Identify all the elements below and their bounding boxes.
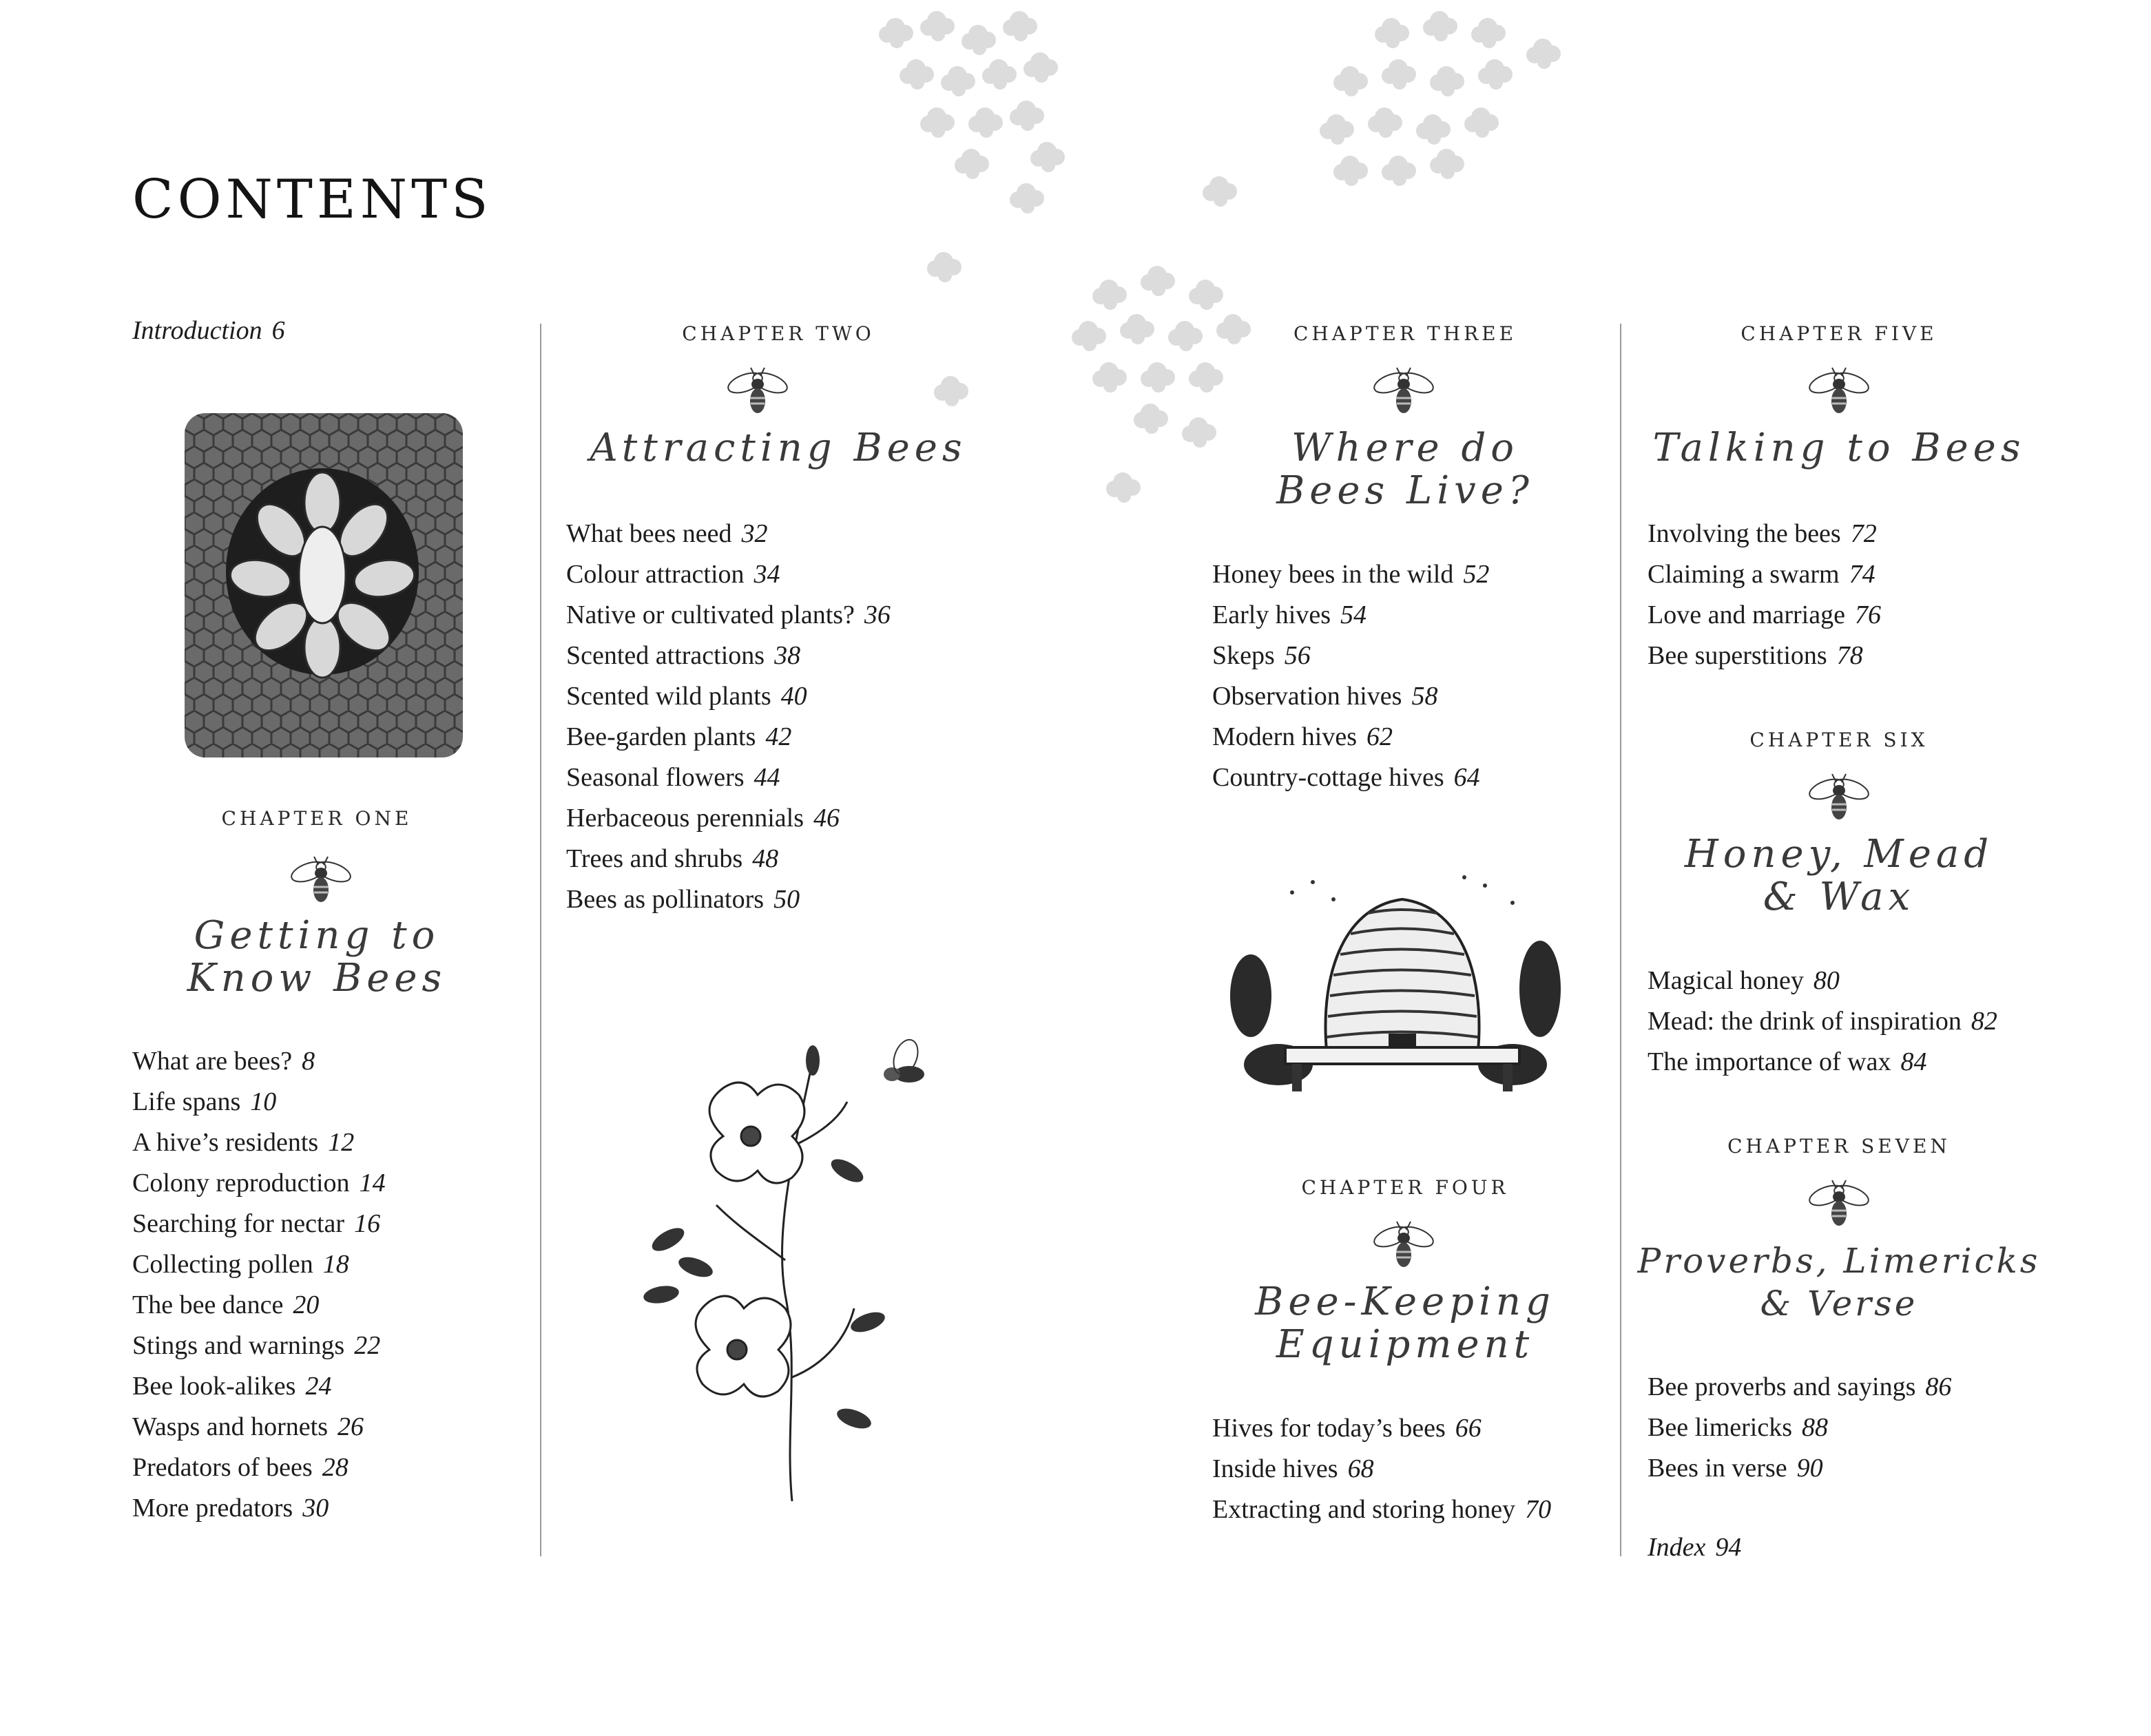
entry-label: Inside hives	[1212, 1454, 1338, 1483]
bee-icon	[725, 365, 791, 420]
toc-entry[interactable]	[132, 1447, 386, 1488]
entry-label: Life spans	[132, 1087, 241, 1116]
entry-label: Herbaceous perennials	[566, 804, 804, 833]
chapter-five-title	[1639, 427, 2039, 470]
toc-entry[interactable]	[566, 757, 891, 798]
entry-label: Seasonal flowers	[566, 763, 745, 792]
toc-entry[interactable]	[1648, 1042, 1997, 1083]
toc-entry[interactable]	[566, 676, 891, 717]
toc-entry[interactable]	[1648, 636, 1881, 676]
chapter-four-title-line1: Bee-Keeping	[1255, 1279, 1555, 1324]
entry-page: 62	[1367, 722, 1393, 751]
entry-label: Modern hives	[1212, 722, 1358, 751]
entry-page: 80	[1813, 966, 1840, 995]
entry-label: Skeps	[1212, 641, 1275, 670]
chapter-three-label: CHAPTER THREE	[1293, 322, 1517, 345]
entry-page: 32	[741, 519, 768, 548]
entry-page: 34	[754, 560, 780, 589]
chapter-six-entries	[1648, 961, 1997, 1083]
chapter-one-title-line1: Getting to	[194, 913, 440, 958]
toc-entry[interactable]	[566, 839, 891, 879]
entry-page: 26	[337, 1412, 364, 1441]
entry-label: Stings and warnings	[132, 1331, 345, 1360]
toc-entry[interactable]	[132, 1244, 386, 1285]
chapter-one-title	[138, 914, 496, 1000]
toc-entry[interactable]	[132, 1122, 386, 1163]
chapter-five-title-line1: Talking to Bees	[1652, 426, 2026, 470]
toc-entry[interactable]	[1648, 961, 1997, 1001]
entry-label: Country-cottage hives	[1212, 763, 1444, 792]
chapter-two-entries	[566, 514, 891, 920]
entry-page: 16	[354, 1209, 381, 1238]
entry-label: The importance of wax	[1648, 1047, 1891, 1076]
entry-page: 22	[354, 1331, 381, 1360]
toc-entry[interactable]	[566, 879, 891, 920]
entry-page: 56	[1284, 641, 1311, 670]
chapter-one-entries	[132, 1041, 386, 1529]
entry-page: 12	[328, 1128, 355, 1157]
chapter-three-title-line2: Bees Live?	[1276, 468, 1534, 513]
entry-label: What are bees?	[132, 1047, 293, 1076]
chapter-two-label: CHAPTER TWO	[682, 322, 875, 345]
toc-entry[interactable]	[1212, 1489, 1551, 1530]
entry-label: What bees need	[566, 519, 732, 548]
toc-entry[interactable]	[132, 1082, 386, 1122]
entry-page: 50	[773, 885, 800, 914]
toc-entry[interactable]	[1648, 554, 1881, 595]
toc-entry[interactable]	[566, 514, 891, 554]
toc-entry[interactable]	[1648, 1448, 1951, 1489]
chapter-four-title	[1198, 1281, 1612, 1366]
chapter-six-title	[1639, 833, 2039, 919]
index-label: Index	[1648, 1533, 1706, 1562]
entry-label: Bee look-alikes	[132, 1372, 296, 1401]
chapter-four-title-line2: Equipment	[1276, 1322, 1535, 1367]
toc-entry[interactable]	[1212, 676, 1489, 717]
chapter-six-title-line1: Honey, Mead	[1684, 832, 1994, 877]
entry-label: Collecting pollen	[132, 1250, 313, 1279]
toc-entry[interactable]	[1648, 595, 1881, 636]
entry-label: Trees and shrubs	[566, 844, 743, 873]
entry-label: Colony reproduction	[132, 1169, 350, 1198]
entry-label: Claiming a swarm	[1648, 560, 1840, 589]
blossom-cluster-top	[879, 11, 1065, 213]
entry-page: 78	[1836, 641, 1863, 670]
index-page: 94	[1715, 1533, 1742, 1562]
entry-page: 64	[1453, 763, 1480, 792]
entry-label: A hive’s residents	[132, 1128, 319, 1157]
entry-page: 18	[322, 1250, 349, 1279]
entry-label: Predators of bees	[132, 1453, 313, 1482]
toc-entry[interactable]	[1212, 1449, 1551, 1489]
toc-entry[interactable]	[1648, 514, 1881, 554]
entry-page: 66	[1455, 1414, 1482, 1443]
entry-page: 70	[1525, 1495, 1552, 1524]
toc-entry[interactable]	[566, 798, 891, 839]
entry-page: 24	[305, 1372, 332, 1401]
page-title: CONTENTS	[132, 169, 492, 231]
chapter-four-entries	[1212, 1408, 1551, 1530]
entry-label: Involving the bees	[1648, 519, 1841, 548]
entry-page: 14	[359, 1169, 386, 1198]
entry-page: 36	[864, 600, 891, 629]
entry-label: Bee superstitions	[1648, 641, 1827, 670]
chapter-five-label: CHAPTER FIVE	[1740, 322, 1937, 345]
entry-label: Extracting and storing honey	[1212, 1495, 1516, 1524]
entry-page: 10	[250, 1087, 277, 1116]
entry-label: Early hives	[1212, 600, 1331, 629]
entry-label: Mead: the drink of inspiration	[1648, 1007, 1962, 1036]
toc-entry[interactable]	[1648, 1408, 1951, 1448]
toc-entry[interactable]	[1212, 1408, 1551, 1449]
chapter-one-label: CHAPTER ONE	[221, 807, 413, 830]
toc-entry[interactable]	[1212, 717, 1489, 757]
toc-entry[interactable]	[1212, 757, 1489, 798]
chapter-four-label: CHAPTER FOUR	[1301, 1176, 1509, 1199]
chapter-two-title-line1: Attracting Bees	[590, 426, 967, 470]
entry-label: Colour attraction	[566, 560, 745, 589]
column-divider	[540, 324, 541, 1556]
bee-icon	[1806, 1178, 1872, 1233]
entry-label: Bee proverbs and sayings	[1648, 1372, 1916, 1401]
toc-entry[interactable]	[1212, 595, 1489, 636]
chapter-one-title-line2: Know Bees	[187, 956, 447, 1001]
toc-entry[interactable]	[566, 717, 891, 757]
toc-entry[interactable]	[132, 1163, 386, 1204]
chapter-seven-title-line2: & Verse	[1760, 1284, 1918, 1324]
entry-page: 20	[293, 1290, 320, 1319]
entry-page: 74	[1849, 560, 1875, 589]
toc-entry[interactable]	[132, 1285, 386, 1326]
entry-label: Bees in verse	[1648, 1454, 1787, 1483]
entry-page: 58	[1411, 682, 1438, 711]
entry-page: 68	[1347, 1454, 1374, 1483]
toc-entry[interactable]	[132, 1204, 386, 1244]
entry-label: Bee limericks	[1648, 1413, 1792, 1442]
chapter-seven-title-line1: Proverbs, Limericks	[1637, 1241, 2041, 1281]
toc-entry[interactable]	[1212, 554, 1489, 595]
toc-entry[interactable]	[1212, 636, 1489, 676]
entry-label: Scented attractions	[566, 641, 765, 670]
introduction-page: 6	[271, 316, 285, 345]
entry-label: More predators	[132, 1494, 293, 1523]
wild-rose-illustration	[620, 1033, 937, 1515]
entry-label: Bee-garden plants	[566, 722, 756, 751]
entry-label: Observation hives	[1212, 682, 1402, 711]
chapter-two-title	[565, 427, 992, 470]
blossom-cluster-right	[1320, 11, 1561, 186]
toc-entry[interactable]	[1648, 1001, 1997, 1042]
entry-label: Native or cultivated plants?	[566, 600, 855, 629]
toc-entry[interactable]	[566, 595, 891, 636]
entry-label: Searching for nectar	[132, 1209, 345, 1238]
entry-page: 30	[302, 1494, 329, 1523]
chapter-three-title-line1: Where do	[1291, 426, 1519, 470]
toc-entry[interactable]	[566, 554, 891, 595]
toc-entry[interactable]	[132, 1488, 386, 1529]
chapter-five-entries	[1648, 514, 1881, 676]
entry-page: 52	[1463, 560, 1490, 589]
entry-page: 84	[1900, 1047, 1927, 1076]
entry-page: 8	[302, 1047, 315, 1076]
entry-page: 28	[322, 1453, 349, 1482]
chapter-six-title-line2: & Wax	[1763, 875, 1915, 919]
entry-label: Scented wild plants	[566, 682, 771, 711]
entry-page: 48	[752, 844, 779, 873]
entry-page: 88	[1801, 1413, 1828, 1442]
toc-entry[interactable]	[566, 636, 891, 676]
entry-label: Hives for today’s bees	[1212, 1414, 1446, 1443]
entry-page: 42	[765, 722, 792, 751]
toc-entry[interactable]	[1648, 1367, 1951, 1408]
chapter-seven-entries	[1648, 1367, 1951, 1489]
introduction-entry[interactable]	[132, 315, 285, 346]
honeycomb-illustration	[185, 413, 463, 757]
entry-label: Wasps and hornets	[132, 1412, 328, 1441]
entry-label: Bees as pollinators	[566, 885, 765, 914]
toc-entry[interactable]	[132, 1407, 386, 1447]
entry-page: 86	[1925, 1372, 1952, 1401]
toc-entry[interactable]	[132, 1041, 386, 1082]
entry-page: 54	[1340, 600, 1367, 629]
index-entry[interactable]	[1648, 1532, 1741, 1562]
toc-entry[interactable]	[132, 1326, 386, 1366]
entry-label: Love and marriage	[1648, 600, 1845, 629]
entry-page: 82	[1971, 1007, 1997, 1036]
chapter-seven-title	[1632, 1240, 2046, 1325]
entry-page: 72	[1850, 519, 1877, 548]
chapter-six-label: CHAPTER SIX	[1749, 729, 1929, 751]
bee-icon	[1371, 365, 1437, 420]
entry-page: 76	[1854, 600, 1881, 629]
chapter-three-entries	[1212, 554, 1489, 798]
bee-icon	[1806, 365, 1872, 420]
flying-bee	[884, 1036, 924, 1083]
entry-label: The bee dance	[132, 1290, 284, 1319]
entry-label: Honey bees in the wild	[1212, 560, 1454, 589]
introduction-label: Introduction	[132, 316, 262, 345]
entry-page: 38	[774, 641, 801, 670]
chapter-seven-label: CHAPTER SEVEN	[1727, 1135, 1951, 1158]
bee-icon	[1371, 1219, 1437, 1274]
beehive-skep-illustration	[1223, 872, 1568, 1106]
chapter-three-title	[1198, 427, 1612, 512]
entry-page: 40	[780, 682, 807, 711]
entry-page: 44	[754, 763, 780, 792]
entry-label: Magical honey	[1648, 966, 1804, 995]
column-divider	[1620, 324, 1621, 1556]
bee-icon	[1806, 771, 1872, 826]
bee-icon	[288, 854, 354, 909]
entry-page: 90	[1796, 1454, 1823, 1483]
toc-entry[interactable]	[132, 1366, 386, 1407]
entry-page: 46	[813, 804, 840, 833]
